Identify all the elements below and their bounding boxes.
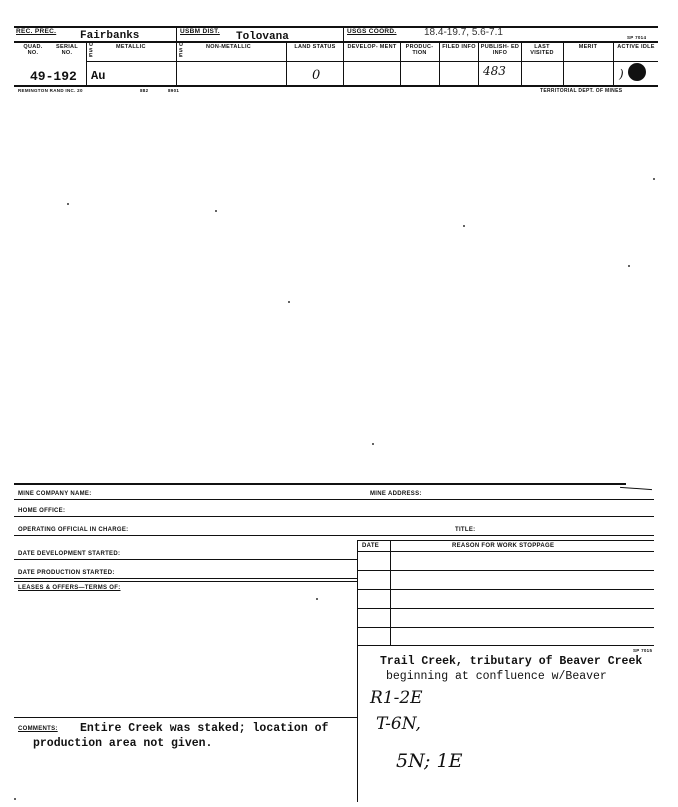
vline-f (439, 41, 440, 85)
check-mark-icon: ) (619, 67, 624, 81)
vline-g (478, 41, 479, 85)
reason-stoppage-label: REASON FOR WORK STOPPAGE (452, 543, 555, 549)
stoppage-header-bottom (357, 551, 654, 552)
date-production-label: DATE PRODUCTION STARTED: (18, 570, 115, 576)
stoppage-date-divider (390, 540, 391, 645)
scan-speck (372, 443, 374, 445)
col-published-info-label: PUBLISH- ED INFO (480, 44, 520, 56)
official-line (14, 535, 654, 536)
scan-speck (215, 210, 217, 212)
top-footer-right: TERRITORIAL DEPT. OF MINES (540, 88, 623, 94)
scan-speck (653, 178, 655, 180)
form-number-top: SP 7014 (627, 35, 647, 40)
col-metallic-label: METALLIC (116, 44, 146, 50)
mine-company-label: MINE COMPANY NAME: (18, 491, 92, 497)
stoppage-row-3 (357, 608, 654, 609)
date-column-label: DATE (362, 543, 380, 549)
rec-prec-label: REC. PREC. (16, 28, 57, 35)
top-card-bottom-line (14, 85, 658, 87)
form-number-bottom: SP 7015 (633, 648, 653, 653)
usbm-dist-value: Tolovana (236, 31, 289, 43)
operating-official-label: OPERATING OFFICIAL IN CHARGE: (18, 527, 129, 533)
scan-speck (67, 203, 69, 205)
col-filed-info-label: FILED INFO (442, 44, 476, 50)
vline-h (521, 41, 522, 85)
scan-speck (463, 225, 465, 227)
top-footer-num2: 8901 (168, 88, 180, 93)
stoppage-row-4 (357, 627, 654, 628)
col-use-nonmetallic-label: U S E (179, 42, 184, 59)
comments-line-1: Entire Creek was staked; location of (80, 722, 329, 735)
top-footer-left: REMINGTON RAND INC. 20 (18, 88, 83, 93)
handwritten-range: R1-2E (370, 688, 423, 708)
stoppage-header-top (357, 540, 654, 541)
stoppage-row-5 (357, 645, 654, 646)
date-prod-line (14, 578, 357, 579)
bottom-top-line-right (620, 487, 652, 490)
col-quad-label: QUAD. NO. (23, 44, 43, 56)
date-dev-line (14, 559, 357, 560)
bottom-top-line (14, 483, 626, 485)
vline-a (176, 26, 177, 85)
home-office-label: HOME OFFICE: (18, 508, 66, 514)
home-office-line (14, 516, 654, 517)
published-info-value: 483 (483, 64, 506, 78)
col-land-status-label: LAND STATUS (294, 44, 336, 50)
date-prod-underline (14, 581, 357, 582)
vline-d (286, 41, 287, 85)
scan-speck (14, 798, 16, 800)
stoppage-row-2 (357, 589, 654, 590)
location-line-1: Trail Creek, tributary of Beaver Creek (380, 655, 643, 668)
vline-j (613, 41, 614, 85)
metallic-value: Au (91, 69, 106, 83)
top-border (14, 26, 658, 28)
col-use-metallic-label: U S E (89, 42, 94, 59)
location-line-2: beginning at confluence w/Beaver (386, 670, 607, 683)
vline-b (343, 26, 344, 85)
comments-label: COMMENTS: (18, 726, 58, 732)
title-label: TITLE: (455, 527, 476, 533)
usgs-coord-value: 18.4-19.7, 5.6-7.1 (424, 27, 503, 38)
col-production-label: PRODUC- TION (405, 44, 434, 56)
col-serial-label: SERIAL NO. (56, 44, 78, 56)
scan-speck (288, 301, 290, 303)
center-vertical-divider (357, 540, 358, 802)
mine-address-label: MINE ADDRESS: (370, 491, 422, 497)
usbm-dist-label: USBM DIST. (180, 28, 220, 35)
col-development-label: DEVELOP- MENT (347, 44, 397, 50)
usgs-coord-label: USGS COORD. (347, 28, 397, 35)
scan-speck (628, 265, 630, 267)
leases-offers-label: LEASES & OFFERS—TERMS OF: (18, 585, 121, 591)
col-nonmetallic-label: NON-METALLIC (206, 44, 252, 50)
vline-i (563, 41, 564, 85)
top-footer-num1: 882 (140, 88, 149, 93)
scan-speck (316, 598, 318, 600)
handwritten-section: 5N; 1E (396, 750, 463, 772)
vline-c (86, 41, 87, 85)
active-dot-icon (628, 63, 646, 81)
comments-line-2: production area not given. (33, 737, 213, 750)
land-status-value: 0 (312, 68, 321, 83)
col-merit-label: MERIT (578, 44, 598, 50)
company-row-line (14, 499, 654, 500)
quad-serial-value: 49-192 (30, 69, 77, 84)
col-last-visited-label: LAST VISITED (530, 44, 554, 56)
stoppage-row-1 (357, 570, 654, 571)
handwritten-township: T-6N, (376, 714, 421, 734)
date-development-label: DATE DEVELOPMENT STARTED: (18, 551, 121, 557)
rec-prec-value: Fairbanks (80, 30, 140, 42)
col-active-idle-label: ACTIVE IDLE (617, 44, 655, 50)
comments-top-line (14, 717, 357, 718)
value-row-divider (86, 61, 658, 62)
